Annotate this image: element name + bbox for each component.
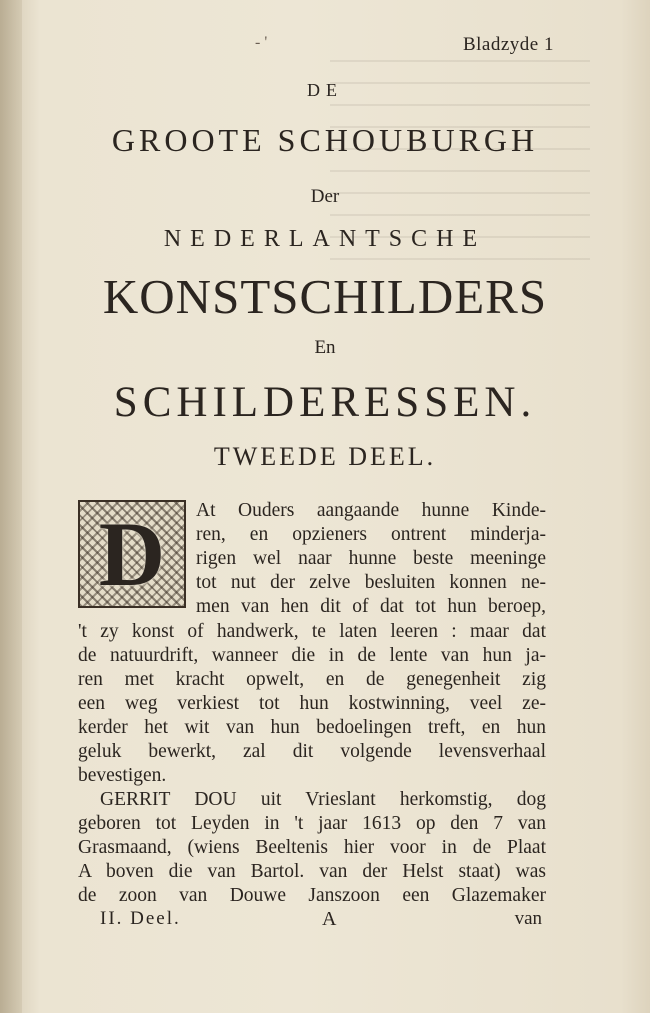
body-line: At Ouders aangaande hunne Kinde- (196, 500, 546, 521)
decorated-initial (78, 500, 186, 608)
body-line: GERRIT DOU uit Vrieslant herkomstig, dog (100, 789, 546, 810)
ink-mark: - ' (255, 34, 268, 51)
body-line: een weg verkiest tot hun kostwinning, veel ze- (78, 693, 546, 714)
body-line: rigen wel naar hunne beste meeninge (196, 548, 546, 569)
body-line: tot nut der zelve besluiten konnen ne- (196, 572, 546, 593)
title-schilderessen: SCHILDERESSEN. (113, 379, 537, 426)
signature-mark: II. Deel. (100, 908, 181, 929)
body-line: A boven die van Bartol. van der Helst staat) was (78, 861, 546, 882)
body-line: ren met kracht opwelt, en de genegenheit zig (78, 669, 546, 690)
part-title: TWEEDE DEEL. (213, 442, 437, 471)
body-line: 't zy konst of handwerk, te laten leeren : maar dat (78, 621, 546, 642)
body-line: de zoon van Douwe Janszoon een Glazemaker (78, 885, 546, 906)
body-line: geluk bewerkt, zal dit volgende levensverhaal (78, 741, 546, 762)
title-der: Der (310, 186, 340, 207)
title-en: En (314, 337, 336, 358)
catchword: van (514, 908, 542, 929)
body-line: geboren tot Leyden in 't jaar 1613 op den 7 van (78, 813, 546, 834)
body-line: de natuurdrift, wanneer die in de lente van hun ja- (78, 645, 546, 666)
title-konstschilders: KONSTSCHILDERS (102, 269, 548, 324)
signature-letter: A (322, 908, 337, 930)
body-line: men van hen dit of dat tot hun beroep, (196, 596, 546, 617)
title-nederlantsche: NEDERLANTSCHE (163, 226, 487, 252)
body-line: ren, en opzieners ontrent minderja- (196, 524, 546, 545)
running-head: Bladzyde 1 (462, 34, 554, 55)
body-line: Grasmaand, (wiens Beeltenis hier voor in de Plaat (78, 837, 546, 858)
title-de: DE (307, 80, 343, 100)
body-line: bevestigen. (78, 765, 167, 786)
drop-cap-letter: D (98, 503, 166, 605)
title-groote-schouburgh: GROOTE SCHOUBURGH (111, 122, 539, 158)
body-line: kerder het wit van hun bedoelingen treft, en hun (78, 717, 546, 738)
